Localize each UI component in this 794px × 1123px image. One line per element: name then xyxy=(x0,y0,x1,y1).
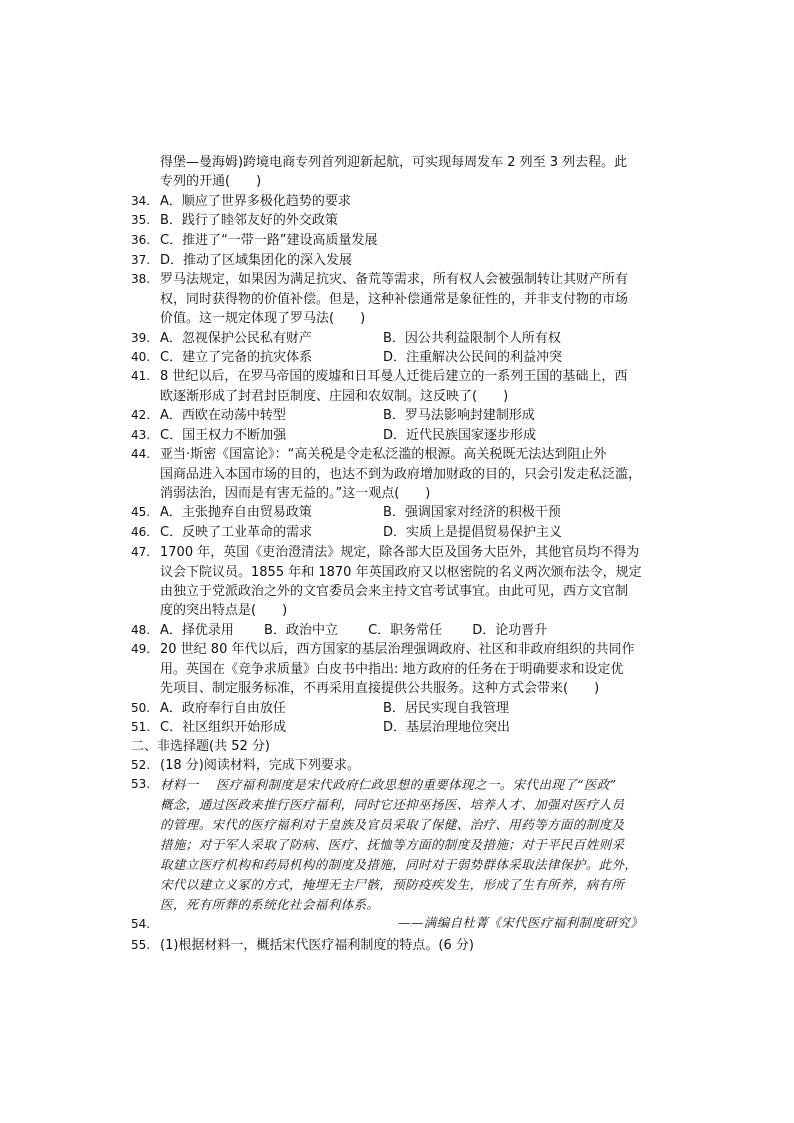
question-number: 40. xyxy=(131,350,151,364)
option-right: D．基层治理地位突出 xyxy=(383,720,511,735)
option-right: B．因公共利益限制个人所有权 xyxy=(383,331,561,346)
option-right: B．罗马法影响封建制形成 xyxy=(383,408,535,423)
question-line: 价值。这一规定体现了罗马法( ) xyxy=(160,311,366,326)
question-number: 54. xyxy=(131,917,151,931)
option-right: B．居民实现自我管理 xyxy=(383,701,509,716)
question-line: 8 世纪以后，在罗马帝国的废墟和日耳曼人迁徙后建立的一系列王国的基础上，西 xyxy=(160,369,628,384)
question-line: 欧逐渐形成了封君封臣制度、庄园和农奴制。这反映了( ) xyxy=(160,389,509,404)
question-number: 39. xyxy=(131,331,151,345)
question-number: 53. xyxy=(131,777,151,791)
question-line: C．反映了工业革命的需求 xyxy=(160,525,313,540)
material-line: 概念，通过医政来推行医疗福利，同时它还抑巫扬医、培养人才、加强对医疗人员 xyxy=(160,797,625,812)
material-line: 的管理。宋代的医疗福利对于皇族及官员采取了保健、治疗、用药等方面的制度及 xyxy=(160,817,625,832)
question-line: C．国王权力不断加强 xyxy=(160,428,287,443)
material-line: 材料一 医疗福利制度是宋代政府仁政思想的重要体现之一。宋代出现了“医政” xyxy=(160,777,617,792)
question-number: 41. xyxy=(131,369,151,383)
question-line: 先项目、制定服务标准，不再采用直接提供公共服务。这种方式会带来( ) xyxy=(160,681,600,696)
question-number: 46. xyxy=(131,525,151,539)
question-number: 38. xyxy=(131,272,151,286)
question-line: 消弱法治，因而是有害无益的。”这一观点( ) xyxy=(160,486,431,501)
material-line: 取建立医疗机构和药局机构的制度及措施，同时对于弱势群体采取法律保护。此外， xyxy=(160,857,638,872)
question-line: 得堡—曼海姆)跨境电商专列首列迎新起航，可实现每周发车 2 列至 3 列去程。此 xyxy=(160,155,628,170)
question-number: 35. xyxy=(131,213,151,227)
question-line: 罗马法规定，如果因为满足抗灾、备荒等需求，所有权人会被强制转让其财产所有 xyxy=(160,272,629,287)
question-line: A．顺应了世界多极化趋势的要求 xyxy=(160,194,351,209)
material-line: 措施；对于军人采取了防病、医疗、抚恤等方面的制度及措施；对于平民百姓则采 xyxy=(160,837,625,852)
question-line: 专列的开通( ) xyxy=(160,174,262,189)
question-line: 度的突出特点是( ) xyxy=(160,603,288,618)
question-line: A．西欧在动荡中转型 xyxy=(160,408,286,423)
option-right: D．实质上是提倡贸易保护主义 xyxy=(383,525,563,540)
material-line: 医，死有所葬的系统化社会福利体系。 xyxy=(160,897,380,912)
question-line: 亚当·斯密《国富论》：“高关税是令走私泛滥的根源。高关税既无法达到阻止外 xyxy=(160,447,607,462)
question-line: C．建立了完备的抗灾体系 xyxy=(160,350,313,365)
question-line: 权，同时获得物的价值补偿。但是，这种补偿通常是象征性的，并非支付物的市场 xyxy=(160,292,629,307)
question-number: 44. xyxy=(131,447,151,461)
question-number: 47. xyxy=(131,545,151,559)
question-line: 由独立于党派政治之外的文官委员会来主持文官考试事宜。由此可见，西方文官制 xyxy=(160,584,629,599)
question-line: A．择优录用 B．政治中立 C．职务常任 D．论功晋升 xyxy=(160,623,548,638)
question-number: 48. xyxy=(131,623,151,637)
section-title: 二、非选择题(共 52 分) xyxy=(131,739,270,754)
question-number: 55. xyxy=(131,938,151,952)
question-line: 20 世纪 80 年代以后，西方国家的基层治理强调政府、社区和非政府组织的共同作 xyxy=(160,642,635,657)
option-right: D．注重解决公民间的利益冲突 xyxy=(383,350,563,365)
question-line: B．践行了睦邻友好的外交政策 xyxy=(160,213,338,228)
material-source: ——满编自杜菁《宋代医疗福利制度研究》 xyxy=(398,915,644,930)
material-line: 宋代以建立义冢的方式，掩埋无主尸骸，预防疫疾发生，形成了生有所养，病有所 xyxy=(160,877,625,892)
question-number: 37. xyxy=(131,253,151,267)
option-right: B．强调国家对经济的积极干预 xyxy=(383,505,561,520)
question-number: 34. xyxy=(131,194,151,208)
option-right: D．近代民族国家逐步形成 xyxy=(383,428,537,443)
question-number: 51. xyxy=(131,720,151,734)
question-line: A．政府奉行自由放任 xyxy=(160,701,286,716)
question-number: 36. xyxy=(131,233,151,247)
question-line: A．忽视保护公民私有财产 xyxy=(160,331,312,346)
question-line: 国商品进入本国市场的目的，也达不到为政府增加财政的目的，只会引发走私泛滥， xyxy=(160,467,642,482)
question-line: 1700 年，英国《吏治澄清法》规定，除各部大臣及国务大臣外，其他官员均不得为 xyxy=(160,545,640,560)
question-number: 43. xyxy=(131,428,151,442)
question-line: C．推进了“一带一路”建设高质量发展 xyxy=(160,233,378,248)
question-line: D．推动了区域集团化的深入发展 xyxy=(160,253,353,268)
question-number: 52. xyxy=(131,758,151,772)
question-line: 议会下院议员。1855 年和 1870 年英国政府又以枢密院的名义两次颁布法令，规定 xyxy=(160,565,642,580)
question-number: 45. xyxy=(131,505,151,519)
question-line: 用。英国在《竞争求质量》白皮书中指出: 地方政府的任务在于明确要求和设定优 xyxy=(160,662,624,677)
question-line: C．社区组织开始形成 xyxy=(160,720,287,735)
question-text: (18 分)阅读材料，完成下列要求。 xyxy=(160,758,360,773)
question-number: 42. xyxy=(131,408,151,422)
question-number: 50. xyxy=(131,701,151,715)
question-text: (1)根据材料一，概括宋代医疗福利制度的特点。(6 分) xyxy=(160,938,474,953)
question-line: A．主张抛弃自由贸易政策 xyxy=(160,505,312,520)
question-number: 49. xyxy=(131,642,151,656)
